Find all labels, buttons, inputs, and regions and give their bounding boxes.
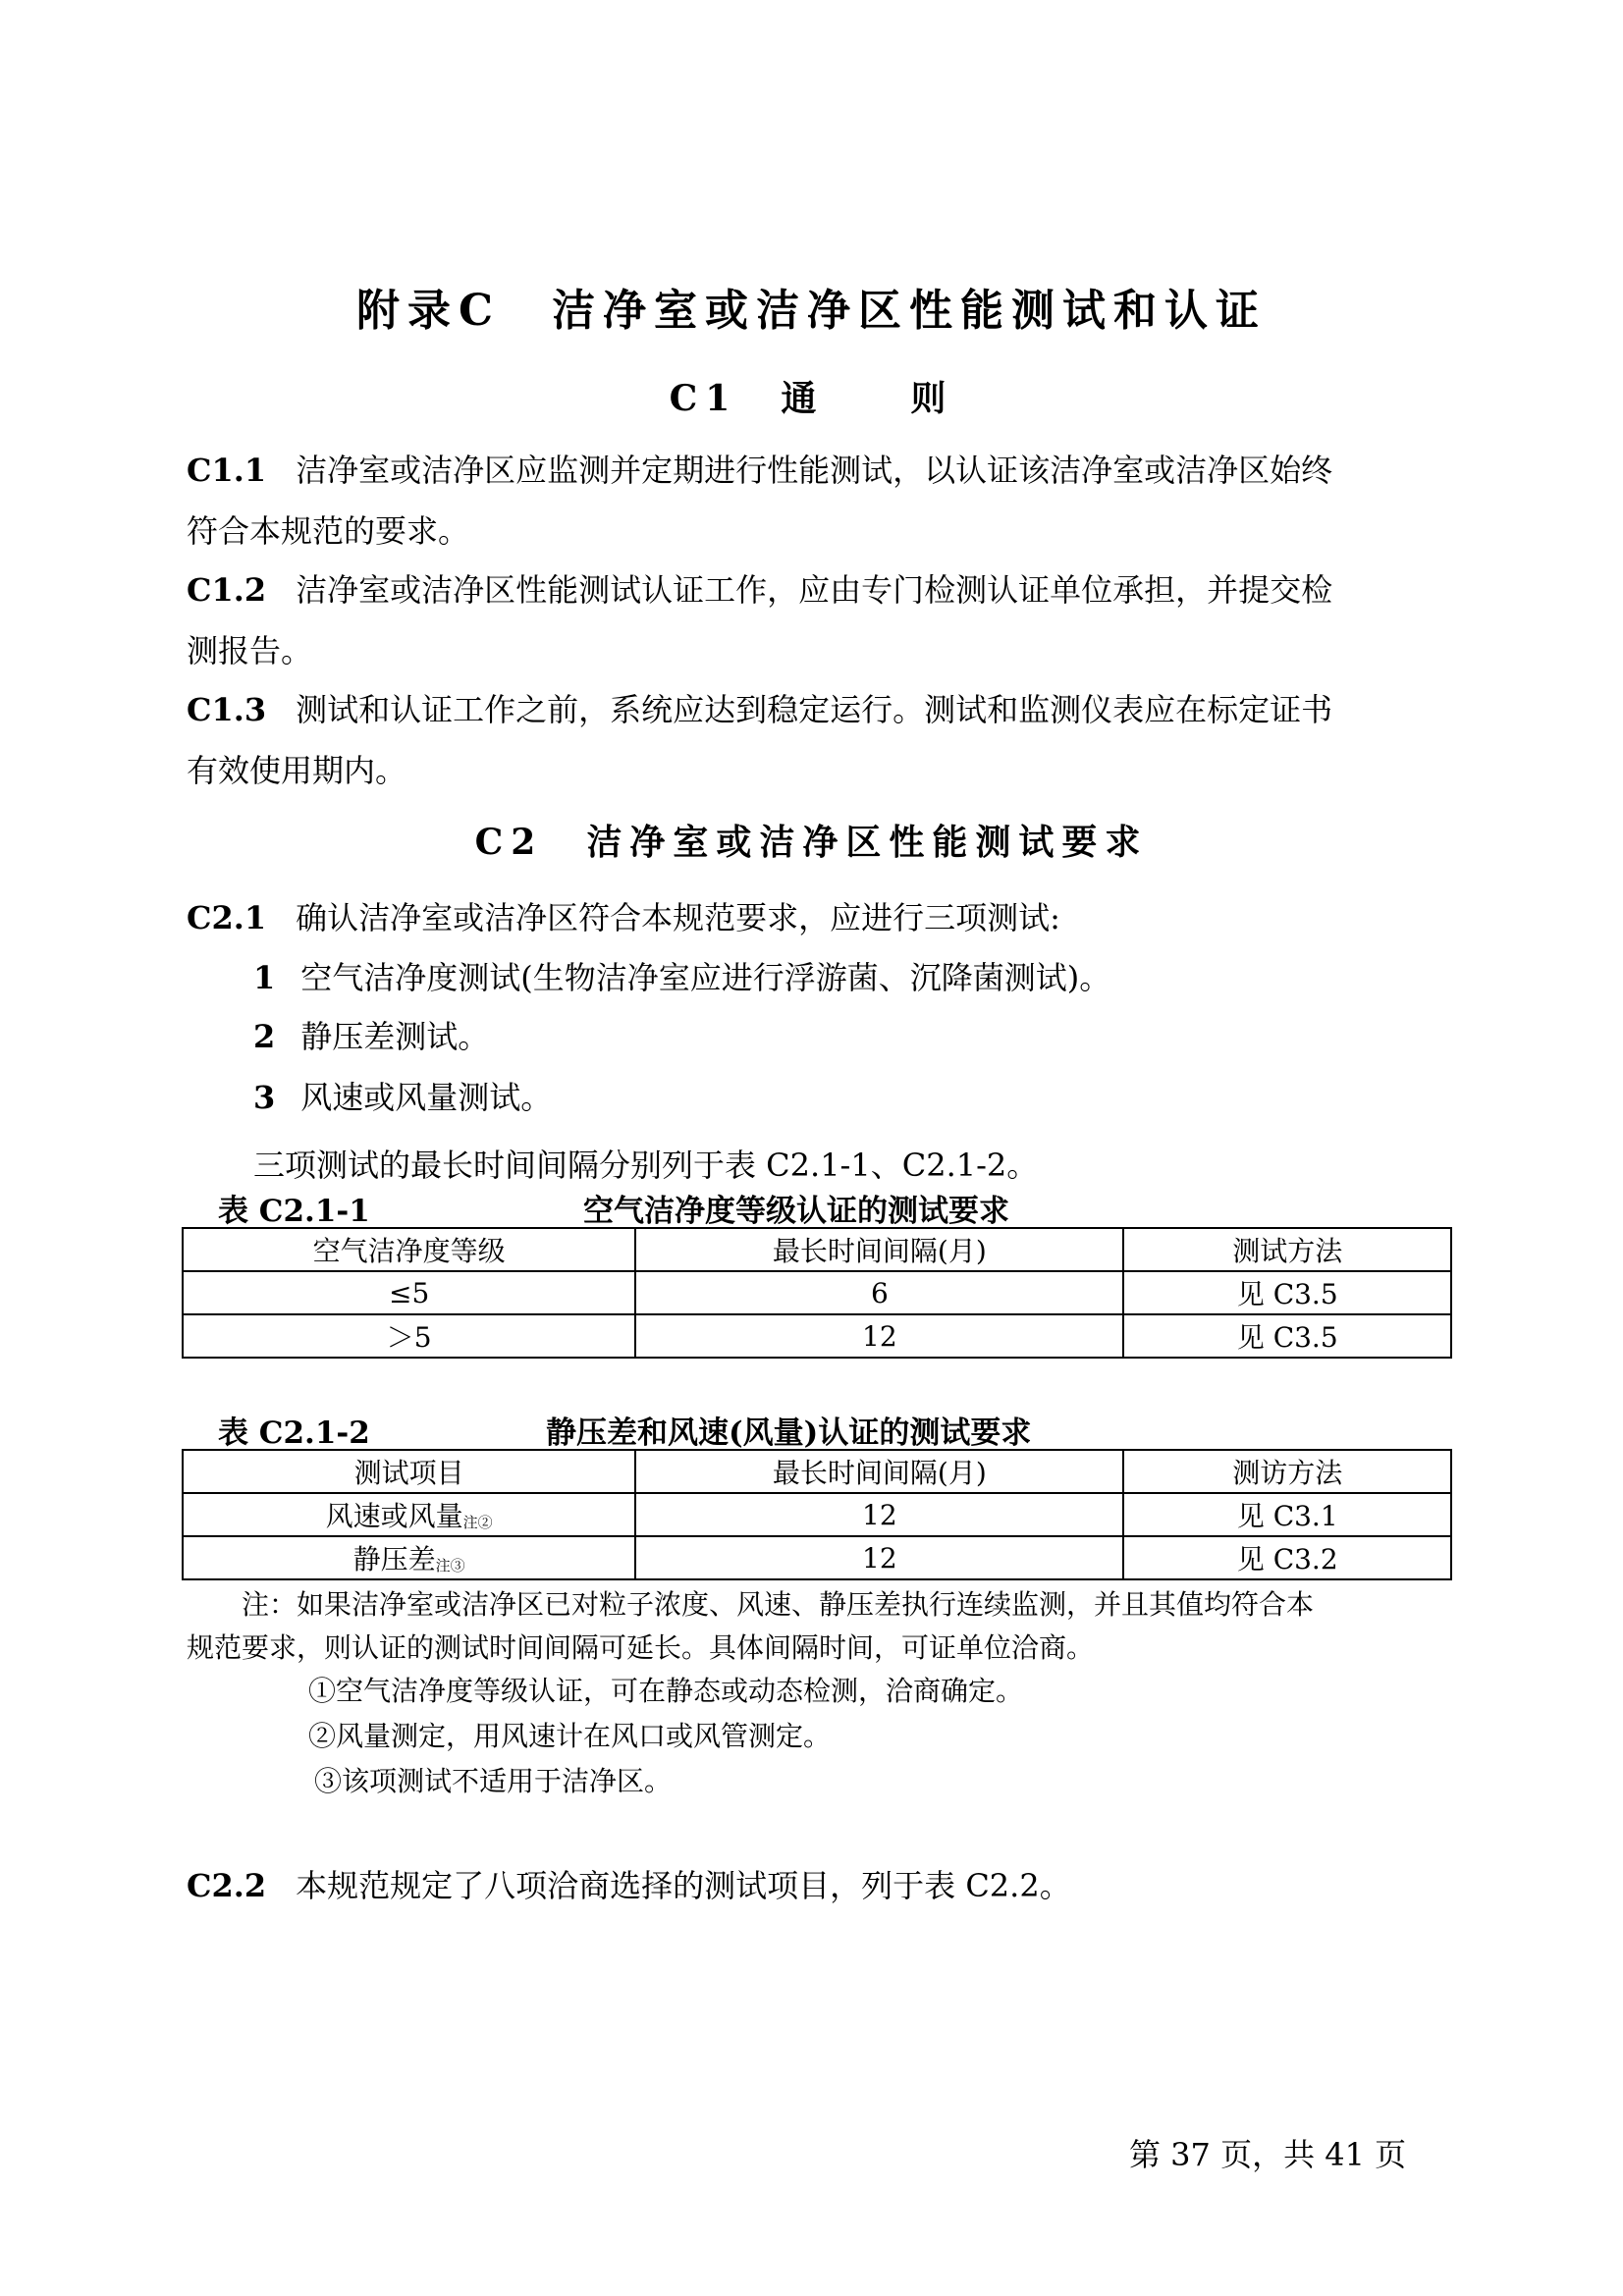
clause-number: C2.2 [187, 1867, 267, 1904]
table-row [183, 1493, 1451, 1536]
clause-text-cont: 符合本规范的要求。 [187, 512, 470, 550]
clause-text: 本规范规定了八项洽商选择的测试项目，列于表 C2.2。 [296, 1867, 1071, 1904]
section-c1-heading: C1 通 则 [669, 378, 954, 419]
list-item [253, 1007, 489, 1066]
table1-title: 空气洁净度等级认证的测试要求 [583, 1194, 1009, 1229]
table-cell: 12 [635, 1314, 1123, 1358]
table-header-row [183, 1450, 1451, 1493]
item-text: 风速或风量 [325, 1500, 463, 1532]
list-item-number: 1 [253, 959, 276, 996]
table1-label: 表 C2.1-1 [218, 1194, 370, 1229]
clause-c1-1 [187, 440, 1453, 561]
table-cell: ＞5 [183, 1314, 635, 1358]
page-number: 第 37 页，共 41 页 [1129, 2136, 1407, 2173]
table-note-1: ①空气洁净度等级认证，可在静态或动态检测，洽商确定。 [308, 1675, 1024, 1707]
table-cell: 见 C3.5 [1123, 1271, 1451, 1314]
note-marker: 注② [462, 1514, 493, 1531]
table-note-main: 注：如果洁净室或洁净区已对粒子浓度、风速、静压差执行连续监测，并且其值均符合本 [242, 1588, 1315, 1621]
list-item [253, 948, 1110, 1007]
table-row [183, 1271, 1451, 1314]
clause-number: C1.3 [187, 691, 267, 728]
table2-label: 表 C2.1-2 [218, 1415, 370, 1451]
table-note-2: ②风量测定，用风速计在风口或风管测定。 [308, 1720, 832, 1752]
column-header: 测访方法 [1123, 1450, 1451, 1493]
column-header: 最长时间间隔(月) [635, 1450, 1123, 1493]
table-cell: 12 [635, 1536, 1123, 1579]
column-header: 测试方法 [1123, 1228, 1451, 1271]
clause-number: C1.1 [187, 452, 267, 489]
table-intro: 三项测试的最长时间间隔分别列于表 C2.1-1、C2.1-2。 [253, 1147, 1039, 1184]
clause-c1-2 [187, 560, 1453, 681]
column-header: 空气洁净度等级 [183, 1228, 635, 1271]
table-cell [183, 1536, 635, 1579]
table-cell: 见 C3.2 [1123, 1536, 1451, 1579]
column-header: 测试项目 [183, 1450, 635, 1493]
clause-number: C2.1 [187, 899, 267, 936]
table1-caption [218, 1186, 1009, 1230]
table-row [183, 1314, 1451, 1358]
appendix-title: 附录C 洁净室或洁净区性能测试和认证 [355, 286, 1268, 336]
table-cell: 见 C3.5 [1123, 1314, 1451, 1358]
table-c2-1-1 [182, 1227, 1452, 1359]
table-cell: 见 C3.1 [1123, 1493, 1451, 1536]
list-item-text: 静压差测试。 [300, 1018, 490, 1055]
section-c2-heading: C2 洁净室或洁净区性能测试要求 [474, 822, 1149, 863]
list-item-number: 3 [253, 1079, 276, 1116]
clause-text-cont: 测报告。 [187, 632, 313, 669]
list-item-text: 空气洁净度测试(生物洁净室应进行浮游菌、沉降菌测试)。 [300, 959, 1111, 996]
column-header: 最长时间间隔(月) [635, 1228, 1123, 1271]
clause-text: 洁净室或洁净区性能测试认证工作，应由专门检测认证单位承担，并提交检 [296, 571, 1333, 609]
clause-text-cont: 有效使用期内。 [187, 752, 407, 789]
list-item-number: 2 [253, 1018, 276, 1055]
table2-title: 静压差和风速(风量)认证的测试要求 [546, 1415, 1032, 1451]
table-note-3: ③该项测试不适用于洁净区。 [314, 1765, 673, 1797]
list-item [253, 1068, 552, 1127]
table-c2-1-2 [182, 1449, 1452, 1580]
table2-caption [218, 1408, 1032, 1452]
table-cell [183, 1493, 635, 1536]
table-row [183, 1536, 1451, 1579]
note-marker: 注③ [435, 1557, 465, 1575]
table-header-row [183, 1228, 1451, 1271]
table-note-main-cont: 规范要求，则认证的测试时间间隔可延长。具体间隔时间，可证单位洽商。 [187, 1631, 1095, 1664]
clause-number: C1.2 [187, 571, 267, 609]
clause-text: 确认洁净室或洁净区符合本规范要求，应进行三项测试: [296, 899, 1060, 936]
list-item-text: 风速或风量测试。 [300, 1079, 553, 1116]
clause-c1-3 [187, 679, 1453, 801]
table-cell: 12 [635, 1493, 1123, 1536]
item-text: 静压差 [352, 1543, 436, 1575]
table-cell: 6 [635, 1271, 1123, 1314]
clause-c2-1 [187, 887, 1453, 948]
clause-c2-2 [187, 1855, 1453, 1916]
table-cell: ≤5 [183, 1271, 635, 1314]
clause-text: 洁净室或洁净区应监测并定期进行性能测试，以认证该洁净室或洁净区始终 [296, 452, 1333, 489]
clause-text: 测试和认证工作之前，系统应达到稳定运行。测试和监测仪表应在标定证书 [296, 691, 1333, 728]
